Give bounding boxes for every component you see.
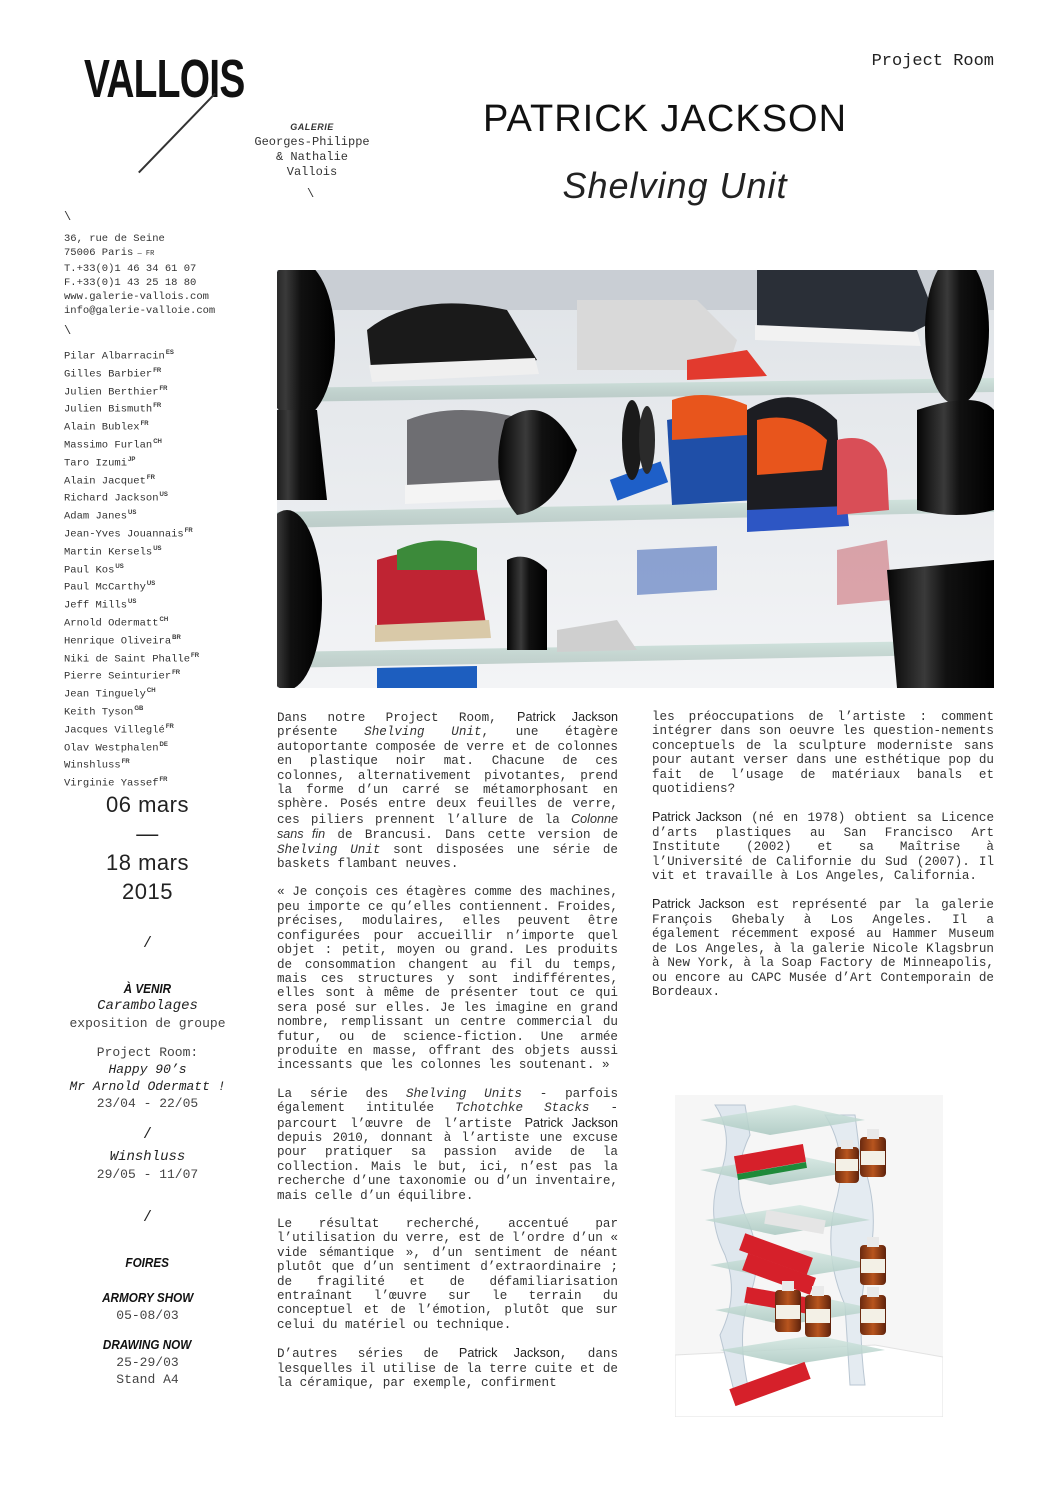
artist-item[interactable]: Paul McCarthy$^{US}$ (64, 581, 156, 594)
date-dash: — (136, 821, 159, 846)
contact-block (64, 232, 215, 319)
upcoming-title[interactable]: Carambolages (97, 998, 198, 1014)
body-paragraph: Patrick Jackson est représenté par la galerie François Ghebaly à Los Angeles. Il a également récemment exposé au Hammer Museum de Los Angeles, à la galerie Nicole Klagsbrun à New York, à la Soap Factory de Minneapolis, ou encore au CAPC Musée d’Art Contemporain de Bordeaux. (652, 897, 994, 999)
slash-divider: / (142, 935, 152, 952)
galerie-line-1: Georges-Philippe (254, 135, 370, 149)
upcoming-label: À VENIR (123, 981, 172, 996)
artist-item[interactable]: Adam Janes$^{US}$ (64, 510, 137, 523)
slash-divider: / (142, 1209, 152, 1226)
artist-item[interactable]: Winshluss$^{FR}$ (64, 759, 130, 772)
date-end: 18 mars (106, 850, 189, 875)
galerie-line-2: & Nathalie (275, 150, 348, 164)
body-paragraph: D’autres séries de Patrick Jackson, dans lesquelles il utilise de la terre cuite et de la céramique, par exemple, confirment (277, 1346, 619, 1391)
galerie-label: GALERIE (290, 122, 334, 132)
artist-item[interactable]: Pierre Seinturier$^{FR}$ (64, 670, 181, 683)
galerie-line-3: Vallois (286, 165, 338, 179)
artist-title: PATRICK JACKSON (482, 98, 848, 140)
exhibition-dates (40, 790, 255, 906)
artist-item[interactable]: Paul Kos$^{US}$ (64, 563, 124, 577)
email-link[interactable]: info@galerie-valloie.com (64, 305, 216, 318)
slash-divider: / (142, 1126, 152, 1143)
body-paragraph: les préoccupations de l’artiste : comment intégrer dans son oeuvre les question-nements conceptuels de la sculpture moderniste sans pour autant verser dans une esthétique pop du fait de l’usage de matériaux banals et quotidiens? (652, 710, 994, 797)
date-start: 06 mars (106, 792, 189, 817)
address-street: 36, rue de Seine (64, 233, 165, 245)
gallery-logo[interactable]: VALLOIS (84, 49, 245, 109)
fairs-label: FOIRES (125, 1255, 170, 1270)
shelving-unit-photo (277, 270, 994, 688)
toothpaste-shelf-illustration (675, 1095, 943, 1417)
next-exhibition-dates: 29/05 - 11/07 (96, 1167, 199, 1182)
body-paragraph: Dans notre Project Room, Patrick Jackson présente Shelving Unit, une étagère autoportante composée de verre et de colonnes en plastique noir mat. Chacune de ces colonnes, alternativement pivotantes, prend la forme d’un carré se métamorphosant en sphère. Posés entre deux feuilles de verre, ces piliers prennent l’allure de la Colonne sans fin de Brancusi. Dans cette version de Shelving Unit sont disposées une série de baskets flambant neuves. (277, 710, 619, 872)
tick-mark: \ (307, 187, 315, 201)
fair-1-dates: 05-08/03 (116, 1308, 179, 1323)
website-link[interactable]: www.galerie-vallois.com (64, 291, 209, 304)
country-code: FR (145, 250, 155, 259)
tick-mark: \ (64, 210, 72, 224)
artist-item[interactable]: Olav Westphalen$^{DE}$ (64, 741, 168, 755)
artist-item[interactable]: Niki de Saint Phalle$^{FR}$ (64, 652, 200, 666)
artist-list (64, 346, 199, 791)
fair-1-name[interactable]: ARMORY SHOW (101, 1290, 194, 1305)
galerie-name-block (238, 120, 386, 180)
artist-item[interactable]: Keith Tyson$^{GB}$ (64, 705, 144, 719)
artist-item[interactable]: Pilar Albarracin$^{ES}$ (64, 350, 174, 363)
section-label: Project Room (871, 52, 994, 71)
fair-2-dates: 25-29/03 (116, 1355, 179, 1370)
date-year: 2015 (122, 879, 173, 904)
tick-mark: \ (64, 324, 72, 338)
body-paragraph: La série des Shelving Units - parfois également intitulée Tchotchke Stacks - parcourt l’œuvre de l’artiste Patrick Jackson depuis 2010, donnant à l’artiste une excuse pour pratiquer sa passion avide de la collection. Mais le but, ici, n’est pas la recherche d’une taxonomie ou d’un inventaire, mais celle d’un équilibre. (277, 1086, 619, 1203)
artist-item[interactable]: Jacques Villeglé$^{FR}$ (64, 723, 174, 737)
artist-item[interactable]: Virginie Yassef$^{FR}$ (64, 777, 168, 790)
body-paragraph: Le résultat recherché, accentué par l’utilisation du verre, est de l’ordre d’un « vide sémantique », d’un sentiment de néant plutôt que d’un sentiment d’extraordinaire ; de fragilité et de défamiliarisation entraînant l’œuvre sur le terrain du conceptuel et de l’émotion, plutôt que sur celui du matériel ou technique. (277, 1217, 618, 1332)
sidebar-upcoming (40, 935, 255, 1388)
artist-item[interactable]: Julien Berthier$^{FR}$ (64, 385, 168, 399)
address-city: 75006 Paris — FR (64, 247, 155, 260)
body-paragraph: Patrick Jackson (né en 1978) obtient sa Licence d’arts plastiques au San Francisco Art Institute (2002) et sa Maîtrise à l’Université de Californie du Sud (2007). Il vit et travaille à Los Angeles, California. (652, 810, 995, 884)
project-room-label: Project Room: (96, 1045, 199, 1060)
phone[interactable]: T.+33(0)1 46 34 61 07 (64, 262, 197, 275)
artist-item[interactable]: Alain Jacquet$^{FR}$ (64, 474, 155, 488)
artist-item[interactable]: Massimo Furlan$^{CH}$ (64, 438, 162, 452)
fair-2-stand: Stand A4 (116, 1372, 179, 1387)
artist-item[interactable]: Henrique Oliveira$^{BR}$ (64, 634, 181, 648)
sneakers-shelf-illustration (277, 270, 994, 688)
project-room-title-2[interactable]: Mr Arnold Odermatt ! (69, 1079, 226, 1094)
artist-item[interactable]: Jean Tinguely$^{CH}$ (64, 688, 156, 701)
artist-item[interactable]: Gilles Barbier$^{FR}$ (64, 367, 162, 381)
exhibition-title: Shelving Unit (562, 165, 788, 206)
body-column-1 (277, 710, 618, 1404)
body-paragraph: « Je conçois ces étagères comme des machines, peu importe ce qu’elles contiennent. Froides, précises, modulaires, elles peuvent être configurées pour accueillir n’importe quel objet : petit, moyen ou grand. Les produits de consommation changent au fil du temps, mais ces structures y sont indifférentes, elles sont à même de présenter tout ce qui sera posé sur elles. Je les imagine en grand nombre, remplissant un centre commercial du futur, ou de science-fiction. Une armée produite en masse, offrant des objets aussi incessants que les colonnes les soutenant. » (277, 885, 618, 1073)
artist-item[interactable]: Richard Jackson$^{US}$ (64, 492, 168, 505)
artist-item[interactable]: Taro Izumi$^{JP}$ (64, 456, 136, 470)
fair-2-name[interactable]: DRAWING NOW (103, 1337, 192, 1352)
artist-item[interactable]: Alain Bublex$^{FR}$ (64, 421, 149, 434)
project-room-title-1[interactable]: Happy 90’s (108, 1062, 187, 1077)
artist-item[interactable]: Jeff Mills$^{US}$ (64, 599, 137, 612)
upcoming-subtitle: exposition de groupe (69, 1016, 226, 1031)
artist-item[interactable]: Arnold Odermatt$^{CH}$ (64, 616, 169, 630)
body-column-2 (652, 710, 994, 1013)
artist-item[interactable]: Jean-Yves Jouannais$^{FR}$ (64, 527, 193, 541)
project-room-dates: 23/04 - 22/05 (96, 1096, 199, 1111)
tchotchke-stack-photo (675, 1095, 943, 1417)
artist-item[interactable]: Julien Bismuth$^{FR}$ (64, 403, 162, 416)
artist-item[interactable]: Martin Kersels$^{US}$ (64, 545, 162, 559)
next-exhibition-title[interactable]: Winshluss (109, 1149, 186, 1165)
fax: F.+33(0)1 43 25 18 80 (64, 276, 197, 289)
